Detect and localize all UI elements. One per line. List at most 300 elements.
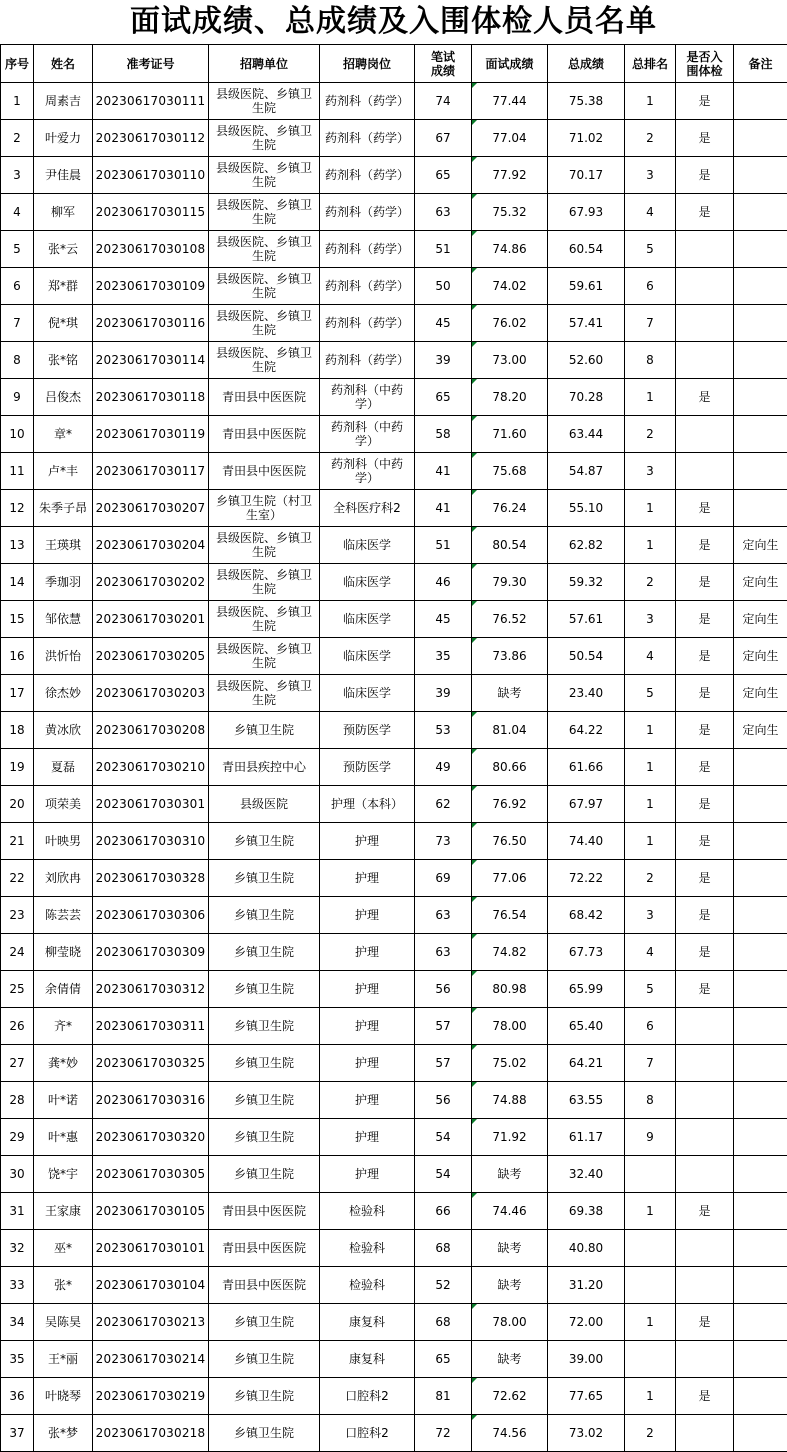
total-score-cell: 31.20 <box>548 1267 625 1304</box>
total-score-cell: 74.40 <box>548 823 625 860</box>
unit-cell: 县级医院、乡镇卫生院 <box>209 231 320 268</box>
seq-cell: 14 <box>1 564 34 601</box>
seq-cell: 1 <box>1 83 34 120</box>
exam-status-cell <box>676 1267 734 1304</box>
ticket-cell: 20230617030116 <box>93 305 209 342</box>
table-row <box>1 342 787 379</box>
total-score-cell: 67.73 <box>548 934 625 971</box>
interview-score-cell: 76.92 <box>472 786 548 823</box>
table-row <box>1 1267 787 1304</box>
written-score-cell: 51 <box>415 231 472 268</box>
rank-cell: 1 <box>625 786 676 823</box>
seq-cell: 11 <box>1 453 34 490</box>
interview-score-cell: 76.54 <box>472 897 548 934</box>
exam-status-cell: 是 <box>676 934 734 971</box>
note-cell <box>734 490 787 527</box>
note-cell <box>734 453 787 490</box>
written-score-cell: 63 <box>415 194 472 231</box>
rank-cell: 2 <box>625 416 676 453</box>
table-row <box>1 157 787 194</box>
post-cell: 临床医学 <box>320 675 415 712</box>
name-cell: 陈芸芸 <box>34 897 93 934</box>
written-score-cell: 39 <box>415 342 472 379</box>
rank-cell: 1 <box>625 749 676 786</box>
post-cell: 药剂科（中药学） <box>320 379 415 416</box>
unit-cell: 乡镇卫生院 <box>209 1156 320 1193</box>
seq-cell: 31 <box>1 1193 34 1230</box>
exam-status-cell: 是 <box>676 1378 734 1415</box>
rank-cell: 3 <box>625 601 676 638</box>
rank-cell: 4 <box>625 638 676 675</box>
interview-score-cell: 76.50 <box>472 823 548 860</box>
written-score-cell: 45 <box>415 305 472 342</box>
interview-score-cell: 75.68 <box>472 453 548 490</box>
name-cell: 柳莹晓 <box>34 934 93 971</box>
name-cell: 龚*妙 <box>34 1045 93 1082</box>
interview-score-cell: 80.54 <box>472 527 548 564</box>
ticket-cell: 20230617030201 <box>93 601 209 638</box>
ticket-cell: 20230617030312 <box>93 971 209 1008</box>
seq-cell: 3 <box>1 157 34 194</box>
unit-cell: 县级医院、乡镇卫生院 <box>209 194 320 231</box>
name-cell: 叶*惠 <box>34 1119 93 1156</box>
seq-cell: 37 <box>1 1415 34 1452</box>
written-score-cell: 56 <box>415 971 472 1008</box>
post-cell: 康复科 <box>320 1341 415 1378</box>
rank-cell: 5 <box>625 231 676 268</box>
rank-cell: 2 <box>625 1415 676 1452</box>
total-score-cell: 63.55 <box>548 1082 625 1119</box>
rank-cell: 4 <box>625 194 676 231</box>
table-row <box>1 1378 787 1415</box>
interview-score-cell: 79.30 <box>472 564 548 601</box>
interview-score-cell: 78.00 <box>472 1008 548 1045</box>
exam-status-cell: 是 <box>676 786 734 823</box>
total-score-cell: 70.17 <box>548 157 625 194</box>
name-cell: 周素吉 <box>34 83 93 120</box>
exam-status-cell: 是 <box>676 83 734 120</box>
seq-cell: 15 <box>1 601 34 638</box>
exam-status-cell <box>676 342 734 379</box>
interview-score-cell: 81.04 <box>472 712 548 749</box>
name-cell: 余倩倩 <box>34 971 93 1008</box>
exam-status-cell: 是 <box>676 120 734 157</box>
unit-cell: 乡镇卫生院 <box>209 823 320 860</box>
header-written: 笔试 成绩 <box>415 45 472 83</box>
table-row <box>1 379 787 416</box>
written-score-cell: 56 <box>415 1082 472 1119</box>
note-cell: 定向生 <box>734 712 787 749</box>
note-cell <box>734 120 787 157</box>
seq-cell: 4 <box>1 194 34 231</box>
interview-score-cell: 75.02 <box>472 1045 548 1082</box>
post-cell: 临床医学 <box>320 638 415 675</box>
ticket-cell: 20230617030309 <box>93 934 209 971</box>
exam-status-cell: 是 <box>676 823 734 860</box>
table-row <box>1 638 787 675</box>
table-row <box>1 1230 787 1267</box>
note-cell <box>734 1415 787 1452</box>
seq-cell: 25 <box>1 971 34 1008</box>
total-score-cell: 40.80 <box>548 1230 625 1267</box>
ticket-cell: 20230617030114 <box>93 342 209 379</box>
post-cell: 药剂科（药学） <box>320 83 415 120</box>
interview-score-cell: 缺考 <box>472 1267 548 1304</box>
table-row <box>1 194 787 231</box>
ticket-cell: 20230617030214 <box>93 1341 209 1378</box>
unit-cell: 乡镇卫生院 <box>209 1415 320 1452</box>
seq-cell: 9 <box>1 379 34 416</box>
interview-score-cell: 73.86 <box>472 638 548 675</box>
rank-cell: 7 <box>625 305 676 342</box>
table-row <box>1 453 787 490</box>
rank-cell: 3 <box>625 453 676 490</box>
unit-cell: 乡镇卫生院 <box>209 860 320 897</box>
table-row <box>1 1156 787 1193</box>
rank-cell <box>625 1156 676 1193</box>
total-score-cell: 72.00 <box>548 1304 625 1341</box>
unit-cell: 乡镇卫生院 <box>209 1082 320 1119</box>
unit-cell: 青田县中医医院 <box>209 453 320 490</box>
total-score-cell: 59.61 <box>548 268 625 305</box>
seq-cell: 22 <box>1 860 34 897</box>
note-cell <box>734 1008 787 1045</box>
total-score-cell: 65.40 <box>548 1008 625 1045</box>
post-cell: 护理 <box>320 934 415 971</box>
written-score-cell: 65 <box>415 157 472 194</box>
seq-cell: 5 <box>1 231 34 268</box>
unit-cell: 县级医院、乡镇卫生院 <box>209 675 320 712</box>
name-cell: 郑*群 <box>34 268 93 305</box>
written-score-cell: 58 <box>415 416 472 453</box>
ticket-cell: 20230617030119 <box>93 416 209 453</box>
written-score-cell: 63 <box>415 897 472 934</box>
header-total: 总成绩 <box>548 45 625 83</box>
note-cell <box>734 1267 787 1304</box>
note-cell <box>734 860 787 897</box>
unit-cell: 县级医院、乡镇卫生院 <box>209 83 320 120</box>
post-cell: 康复科 <box>320 1304 415 1341</box>
interview-score-cell: 74.86 <box>472 231 548 268</box>
ticket-cell: 20230617030219 <box>93 1378 209 1415</box>
exam-status-cell <box>676 1045 734 1082</box>
rank-cell: 1 <box>625 712 676 749</box>
note-cell: 定向生 <box>734 564 787 601</box>
total-score-cell: 70.28 <box>548 379 625 416</box>
post-cell: 护理 <box>320 1045 415 1082</box>
note-cell <box>734 157 787 194</box>
written-score-cell: 41 <box>415 453 472 490</box>
ticket-cell: 20230617030310 <box>93 823 209 860</box>
name-cell: 叶爱力 <box>34 120 93 157</box>
total-score-cell: 67.97 <box>548 786 625 823</box>
total-score-cell: 52.60 <box>548 342 625 379</box>
unit-cell: 县级医院、乡镇卫生院 <box>209 601 320 638</box>
interview-score-cell: 77.04 <box>472 120 548 157</box>
ticket-cell: 20230617030109 <box>93 268 209 305</box>
unit-cell: 乡镇卫生院 <box>209 1304 320 1341</box>
seq-cell: 2 <box>1 120 34 157</box>
ticket-cell: 20230617030117 <box>93 453 209 490</box>
ticket-cell: 20230617030328 <box>93 860 209 897</box>
exam-status-cell: 是 <box>676 971 734 1008</box>
unit-cell: 县级医院、乡镇卫生院 <box>209 342 320 379</box>
rank-cell <box>625 1230 676 1267</box>
header-exam: 是否入 围体检 <box>676 45 734 83</box>
unit-cell: 县级医院、乡镇卫生院 <box>209 527 320 564</box>
total-score-cell: 71.02 <box>548 120 625 157</box>
ticket-cell: 20230617030207 <box>93 490 209 527</box>
name-cell: 王家康 <box>34 1193 93 1230</box>
note-cell <box>734 1119 787 1156</box>
name-cell: 叶*诺 <box>34 1082 93 1119</box>
name-cell: 齐* <box>34 1008 93 1045</box>
name-cell: 吴陈昊 <box>34 1304 93 1341</box>
post-cell: 口腔科2 <box>320 1415 415 1452</box>
post-cell: 护理 <box>320 1119 415 1156</box>
unit-cell: 乡镇卫生院 <box>209 934 320 971</box>
seq-cell: 10 <box>1 416 34 453</box>
exam-status-cell <box>676 1082 734 1119</box>
rank-cell: 3 <box>625 897 676 934</box>
table-row <box>1 527 787 564</box>
rank-cell: 5 <box>625 971 676 1008</box>
exam-status-cell: 是 <box>676 860 734 897</box>
rank-cell: 1 <box>625 1304 676 1341</box>
ticket-cell: 20230617030111 <box>93 83 209 120</box>
table-row <box>1 416 787 453</box>
ticket-cell: 20230617030104 <box>93 1267 209 1304</box>
written-score-cell: 68 <box>415 1304 472 1341</box>
interview-score-cell: 75.32 <box>472 194 548 231</box>
seq-cell: 27 <box>1 1045 34 1082</box>
ticket-cell: 20230617030203 <box>93 675 209 712</box>
written-score-cell: 69 <box>415 860 472 897</box>
rank-cell: 4 <box>625 934 676 971</box>
seq-cell: 17 <box>1 675 34 712</box>
note-cell <box>734 971 787 1008</box>
post-cell: 护理 <box>320 1156 415 1193</box>
ticket-cell: 20230617030306 <box>93 897 209 934</box>
total-score-cell: 75.38 <box>548 83 625 120</box>
post-cell: 检验科 <box>320 1230 415 1267</box>
note-cell <box>734 305 787 342</box>
seq-cell: 13 <box>1 527 34 564</box>
unit-cell: 乡镇卫生院 <box>209 1008 320 1045</box>
post-cell: 临床医学 <box>320 601 415 638</box>
rank-cell: 6 <box>625 1008 676 1045</box>
exam-status-cell: 是 <box>676 712 734 749</box>
exam-status-cell: 是 <box>676 638 734 675</box>
written-score-cell: 81 <box>415 1378 472 1415</box>
name-cell: 邹依慧 <box>34 601 93 638</box>
post-cell: 护理 <box>320 860 415 897</box>
note-cell <box>734 1304 787 1341</box>
table-row <box>1 1082 787 1119</box>
total-score-cell: 23.40 <box>548 675 625 712</box>
ticket-cell: 20230617030105 <box>93 1193 209 1230</box>
note-cell <box>734 934 787 971</box>
unit-cell: 乡镇卫生院 <box>209 1045 320 1082</box>
rank-cell: 1 <box>625 1193 676 1230</box>
table-row <box>1 564 787 601</box>
note-cell <box>734 786 787 823</box>
unit-cell: 乡镇卫生院 <box>209 1341 320 1378</box>
exam-status-cell <box>676 268 734 305</box>
interview-score-cell: 80.66 <box>472 749 548 786</box>
interview-score-cell: 73.00 <box>472 342 548 379</box>
exam-status-cell: 是 <box>676 194 734 231</box>
unit-cell: 青田县中医医院 <box>209 1193 320 1230</box>
rank-cell: 9 <box>625 1119 676 1156</box>
interview-score-cell: 74.02 <box>472 268 548 305</box>
rank-cell: 2 <box>625 564 676 601</box>
table-row <box>1 83 787 120</box>
unit-cell: 县级医院 <box>209 786 320 823</box>
interview-score-cell: 74.46 <box>472 1193 548 1230</box>
note-cell <box>734 1193 787 1230</box>
interview-score-cell: 72.62 <box>472 1378 548 1415</box>
post-cell: 药剂科（药学） <box>320 231 415 268</box>
exam-status-cell <box>676 1008 734 1045</box>
interview-score-cell: 71.92 <box>472 1119 548 1156</box>
total-score-cell: 32.40 <box>548 1156 625 1193</box>
table-row <box>1 823 787 860</box>
rank-cell: 1 <box>625 527 676 564</box>
interview-score-cell: 78.20 <box>472 379 548 416</box>
results-table <box>0 44 787 1452</box>
post-cell: 药剂科（中药学） <box>320 453 415 490</box>
note-cell <box>734 268 787 305</box>
post-cell: 药剂科（药学） <box>320 305 415 342</box>
post-cell: 护理（本科） <box>320 786 415 823</box>
unit-cell: 青田县中医医院 <box>209 1230 320 1267</box>
exam-status-cell <box>676 453 734 490</box>
post-cell: 护理 <box>320 823 415 860</box>
ticket-cell: 20230617030118 <box>93 379 209 416</box>
table-row <box>1 749 787 786</box>
rank-cell: 1 <box>625 490 676 527</box>
post-cell: 临床医学 <box>320 564 415 601</box>
post-cell: 药剂科（药学） <box>320 120 415 157</box>
ticket-cell: 20230617030301 <box>93 786 209 823</box>
rank-cell <box>625 1341 676 1378</box>
seq-cell: 28 <box>1 1082 34 1119</box>
name-cell: 项荣美 <box>34 786 93 823</box>
name-cell: 叶映男 <box>34 823 93 860</box>
note-cell <box>734 1230 787 1267</box>
interview-score-cell: 77.92 <box>472 157 548 194</box>
unit-cell: 县级医院、乡镇卫生院 <box>209 157 320 194</box>
post-cell: 口腔科2 <box>320 1378 415 1415</box>
written-score-cell: 63 <box>415 934 472 971</box>
written-score-cell: 72 <box>415 1415 472 1452</box>
note-cell <box>734 416 787 453</box>
post-cell: 护理 <box>320 971 415 1008</box>
interview-score-cell: 缺考 <box>472 1341 548 1378</box>
post-cell: 药剂科（中药学） <box>320 416 415 453</box>
name-cell: 叶晓琴 <box>34 1378 93 1415</box>
total-score-cell: 60.54 <box>548 231 625 268</box>
name-cell: 洪忻怡 <box>34 638 93 675</box>
written-score-cell: 51 <box>415 527 472 564</box>
table-row <box>1 120 787 157</box>
unit-cell: 乡镇卫生院 <box>209 1119 320 1156</box>
exam-status-cell: 是 <box>676 675 734 712</box>
seq-cell: 21 <box>1 823 34 860</box>
total-score-cell: 67.93 <box>548 194 625 231</box>
seq-cell: 16 <box>1 638 34 675</box>
note-cell: 定向生 <box>734 638 787 675</box>
rank-cell <box>625 1267 676 1304</box>
seq-cell: 33 <box>1 1267 34 1304</box>
name-cell: 王瑛琪 <box>34 527 93 564</box>
written-score-cell: 62 <box>415 786 472 823</box>
total-score-cell: 57.61 <box>548 601 625 638</box>
name-cell: 季珈羽 <box>34 564 93 601</box>
total-score-cell: 61.66 <box>548 749 625 786</box>
exam-status-cell <box>676 1341 734 1378</box>
note-cell: 定向生 <box>734 675 787 712</box>
total-score-cell: 72.22 <box>548 860 625 897</box>
exam-status-cell: 是 <box>676 897 734 934</box>
written-score-cell: 57 <box>415 1008 472 1045</box>
total-score-cell: 55.10 <box>548 490 625 527</box>
table-row <box>1 934 787 971</box>
seq-cell: 26 <box>1 1008 34 1045</box>
rank-cell: 8 <box>625 1082 676 1119</box>
exam-status-cell <box>676 1415 734 1452</box>
seq-cell: 8 <box>1 342 34 379</box>
total-score-cell: 61.17 <box>548 1119 625 1156</box>
written-score-cell: 65 <box>415 379 472 416</box>
written-score-cell: 50 <box>415 268 472 305</box>
name-cell: 尹佳晨 <box>34 157 93 194</box>
exam-status-cell: 是 <box>676 527 734 564</box>
seq-cell: 19 <box>1 749 34 786</box>
written-score-cell: 46 <box>415 564 472 601</box>
interview-score-cell: 77.06 <box>472 860 548 897</box>
header-name: 姓名 <box>34 45 93 83</box>
seq-cell: 7 <box>1 305 34 342</box>
rank-cell: 5 <box>625 675 676 712</box>
name-cell: 倪*琪 <box>34 305 93 342</box>
exam-status-cell <box>676 231 734 268</box>
table-row <box>1 601 787 638</box>
header-rank: 总排名 <box>625 45 676 83</box>
exam-status-cell: 是 <box>676 1304 734 1341</box>
interview-score-cell: 缺考 <box>472 1230 548 1267</box>
header-unit: 招聘单位 <box>209 45 320 83</box>
written-score-cell: 52 <box>415 1267 472 1304</box>
written-score-cell: 39 <box>415 675 472 712</box>
exam-status-cell: 是 <box>676 564 734 601</box>
unit-cell: 县级医院、乡镇卫生院 <box>209 120 320 157</box>
seq-cell: 36 <box>1 1378 34 1415</box>
note-cell <box>734 342 787 379</box>
name-cell: 饶*宇 <box>34 1156 93 1193</box>
note-cell <box>734 1156 787 1193</box>
seq-cell: 12 <box>1 490 34 527</box>
unit-cell: 乡镇卫生院（村卫生室） <box>209 490 320 527</box>
name-cell: 张*梦 <box>34 1415 93 1452</box>
table-row <box>1 675 787 712</box>
written-score-cell: 57 <box>415 1045 472 1082</box>
ticket-cell: 20230617030325 <box>93 1045 209 1082</box>
note-cell <box>734 897 787 934</box>
table-row <box>1 231 787 268</box>
interview-score-cell: 76.52 <box>472 601 548 638</box>
